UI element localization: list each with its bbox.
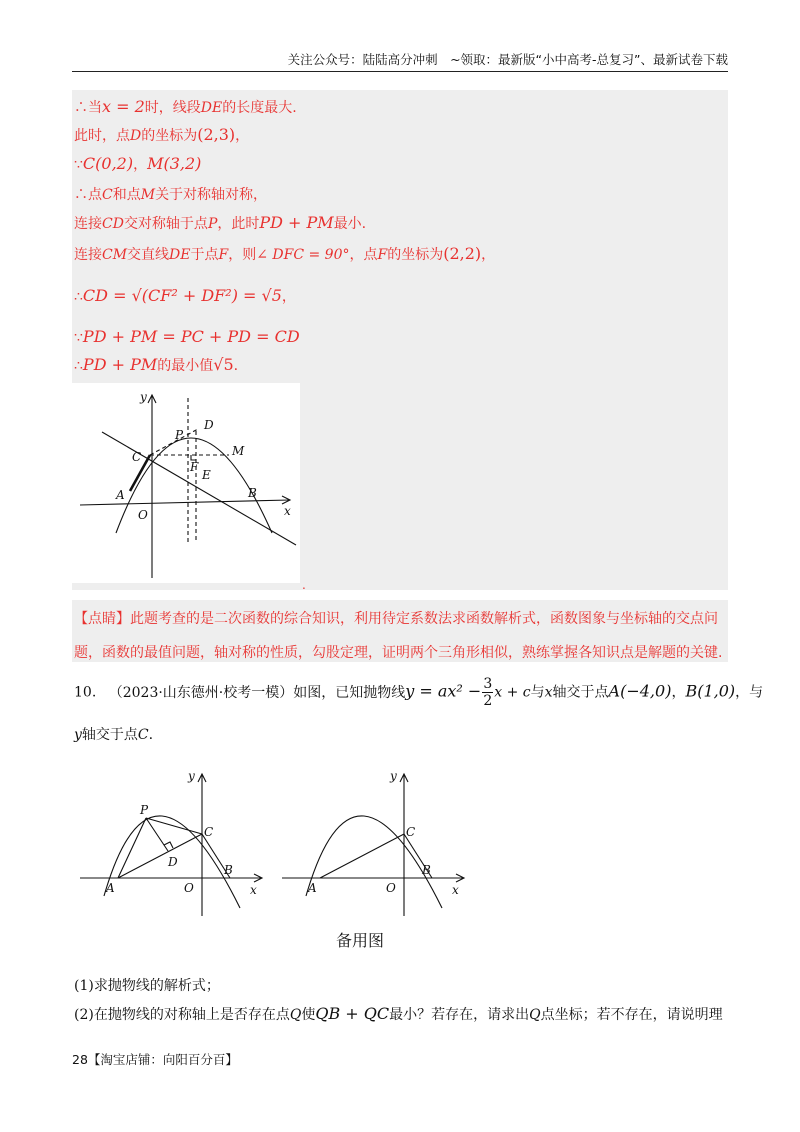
label-y: y — [188, 769, 195, 783]
question-part-1: (1)求抛物线的解析式； — [74, 978, 220, 994]
page-footer — [72, 1050, 238, 1068]
label-a: A — [116, 488, 125, 502]
label-d: D — [168, 855, 178, 869]
solution-line-3: ∵C(0,2)，M(3,2) — [74, 154, 202, 173]
label-a: A — [308, 881, 317, 895]
question-figure-backup — [282, 768, 472, 918]
label-c: C — [204, 825, 214, 839]
label-p: P — [175, 428, 184, 442]
page-number: 28 — [72, 1052, 88, 1067]
label-x: x — [284, 504, 291, 518]
question-figure-main — [80, 768, 270, 918]
segment-pc — [146, 818, 202, 834]
label-x: x — [250, 883, 257, 897]
question-line-2: y轴交于点C. — [74, 727, 154, 743]
solution-figure — [72, 383, 300, 583]
label-b: B — [248, 486, 257, 500]
label-b: B — [422, 863, 431, 877]
solution-line-8: ∵PD + PM = PC + PD = CD — [74, 327, 300, 346]
solution-line-4: ∴点C和点M关于对称轴对称， — [74, 187, 268, 203]
shop-text: 【淘宝店铺：向阳百分百】 — [87, 1052, 238, 1067]
label-a: A — [106, 881, 115, 895]
page-header: 关注公众号：陆陆高分冲刺 ~领取：最新版“小中高考-总复习”、最新试卷下载 — [287, 52, 728, 67]
label-c: C — [406, 825, 416, 839]
label-o: O — [184, 881, 194, 895]
solution-line-2: 此时，点D的坐标为(2,3)， — [74, 125, 250, 144]
label-e: E — [202, 468, 211, 482]
fraction-3-2: $\frac{3}{2}$ — [483, 676, 493, 709]
label-m: M — [232, 444, 245, 458]
label-c: C — [132, 450, 142, 464]
solution-line-9: ∴PD + PM的最小值√5. — [74, 355, 239, 374]
segment-ac — [118, 834, 202, 878]
solution-line-5: 连接CD交对称轴于点P，此时PD + PM最小. — [74, 213, 367, 232]
trailing-dot: . — [302, 578, 306, 592]
solution-line-6: 连接CM交直线DE于点F，则∠ DFC = 90°，点F的坐标为(2,2)， — [74, 244, 496, 263]
label-o: O — [138, 508, 148, 522]
note-text: 【点睛】此题考查的是二次函数的综合知识，利用待定系数法求函数解析式，函数图象与坐标轴的交点问题，函数的最值问题，轴对称的性质，勾股定理，证明两个三角形相似，熟练掌握各知识点是解题的关键. — [74, 611, 723, 661]
label-y: y — [140, 390, 147, 404]
label-x: x — [452, 883, 459, 897]
question-part-2: (2)在抛物线的对称轴上是否存在点Q使QB + QC最小？若存在，请求出Q点坐标；若不存在，请说明理 — [74, 1004, 723, 1023]
solution-line-1: ∴当x = 2时，线段DE的长度最大. — [74, 97, 297, 116]
label-b: B — [224, 863, 233, 877]
label-d: D — [204, 418, 214, 432]
question-line-1: 10. （2023·山东德州·校考一模）如图，已知抛物线y = ax² − $\frac{3}{2}$ x + c与x轴交于点A(−4,0)，B(1,0)，与 — [74, 676, 764, 709]
header-rule — [72, 71, 728, 72]
label-y: y — [390, 769, 397, 783]
solution-line-7: ∴CD = √(CF² + DF²) = √5， — [74, 286, 296, 305]
label-p: P — [140, 803, 149, 817]
segment-ac — [320, 834, 404, 878]
label-f: F — [190, 460, 199, 474]
label-o: O — [386, 881, 396, 895]
figure-caption: 备用图 — [336, 931, 385, 950]
